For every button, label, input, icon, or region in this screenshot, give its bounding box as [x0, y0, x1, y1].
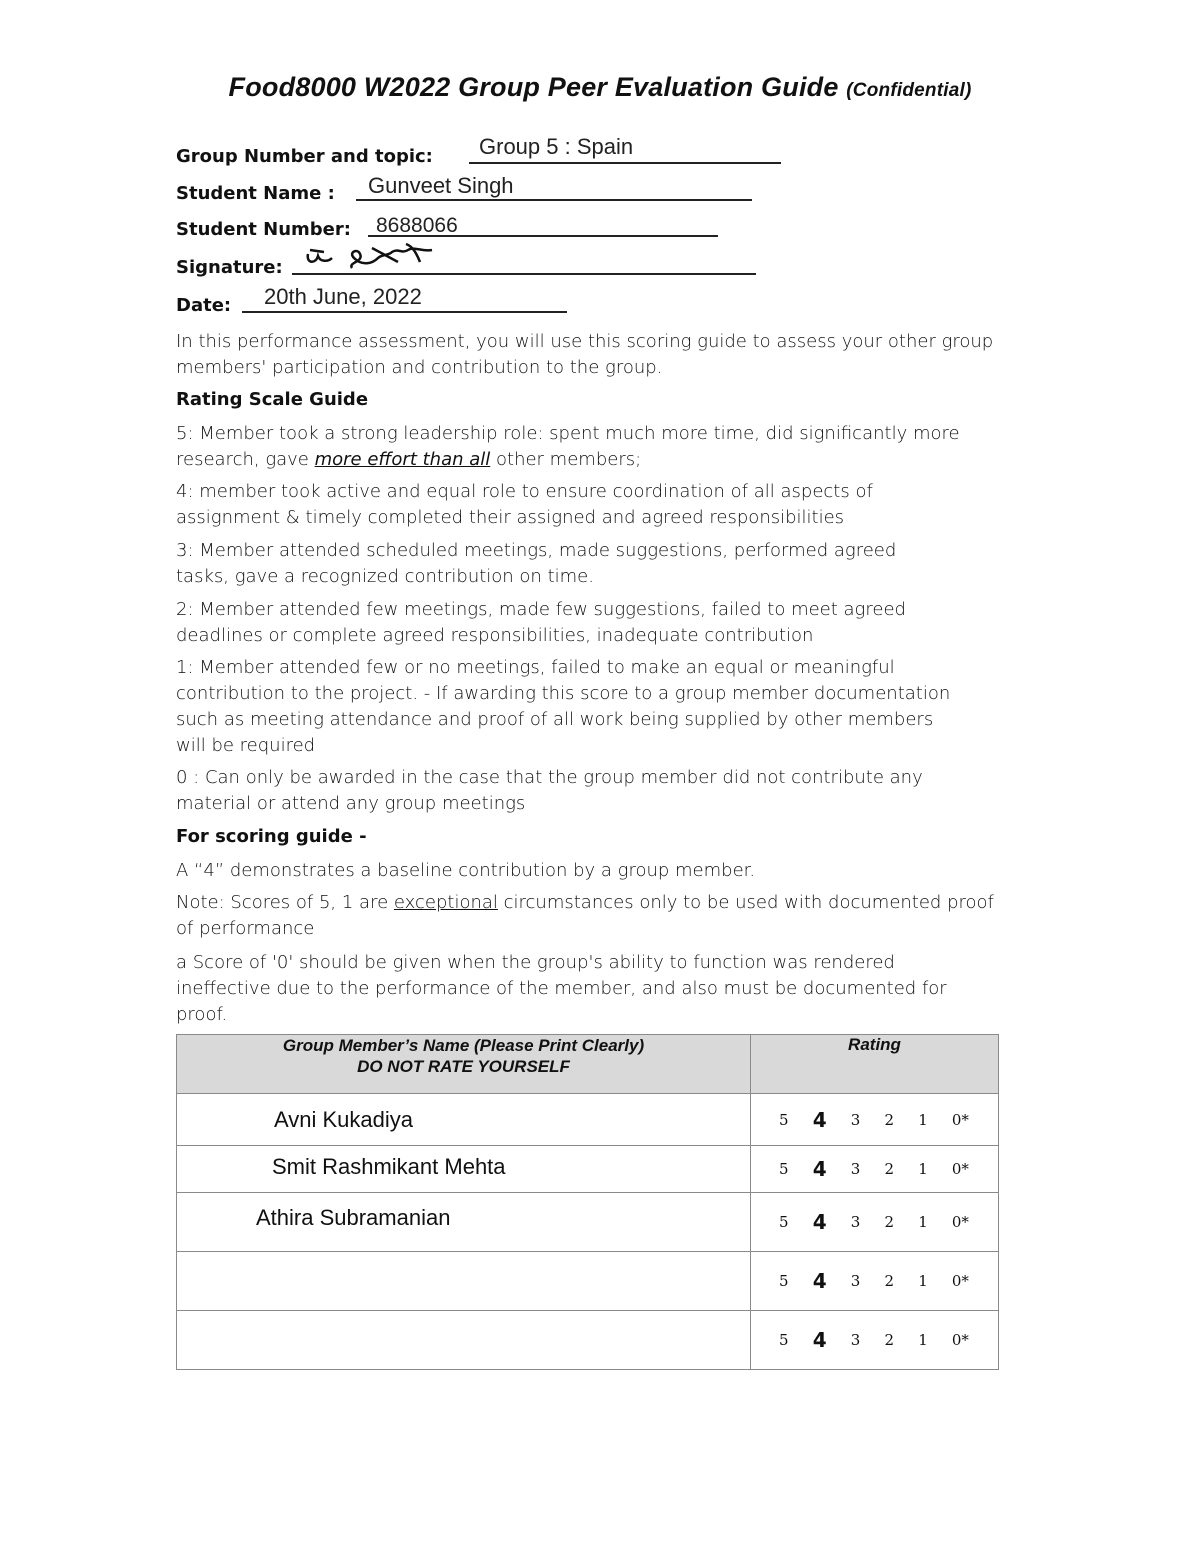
score-option[interactable]: 0* [951, 1272, 969, 1290]
table-row [177, 1094, 999, 1146]
score-option[interactable]: 1 [918, 1160, 928, 1178]
score-option[interactable]: 5 [779, 1331, 789, 1349]
title-main: Food8000 W2022 Group Peer Evaluation Guide [228, 72, 839, 102]
student-name-field[interactable]: Gunveet Singh [368, 173, 514, 198]
score-option-selected[interactable]: 4 [812, 1157, 827, 1181]
score-option-selected[interactable]: 4 [812, 1107, 827, 1132]
student-number-field[interactable]: 8688066 [376, 214, 458, 237]
score-option[interactable]: 2 [884, 1160, 895, 1178]
score-option[interactable]: 5 [779, 1213, 789, 1231]
table-row [177, 1311, 999, 1370]
rating-cell [751, 1094, 999, 1146]
score-option[interactable]: 5 [779, 1110, 789, 1129]
score-option[interactable]: 0* [951, 1331, 969, 1349]
score-option-selected[interactable]: 4 [812, 1328, 827, 1352]
note-text-start: Note: Scores of 5, 1 are [176, 892, 394, 913]
scale-5 [176, 421, 1016, 473]
score-option-selected[interactable]: 4 [812, 1269, 827, 1293]
scale-4: 4: member took active and equal role to ensure coordination of all aspects of assignment & timely completed their assigned and agreed responsibilities [176, 481, 873, 528]
scale-5-text: 5: Member took a strong leadership role: spent much more time, did significantly more research, gave [176, 423, 960, 470]
scale-2: 2: Member attended few meetings, made few suggestions, failed to meet agreed deadlines or complete agreed responsibilities, inadequate contribution [176, 599, 906, 646]
score-option[interactable]: 0* [951, 1213, 969, 1231]
scale-3: 3: Member attended scheduled meetings, made suggestions, performed agreed tasks, gave a recognized contribution on time. [176, 540, 897, 587]
rating-cell [751, 1193, 999, 1252]
member-name-cell[interactable] [177, 1193, 751, 1252]
rating-cell [751, 1146, 999, 1193]
zero-note: a Score of '0' should be given when the group's ability to function was rendered ineffective due to the performance of the member, and also must be documented for proof. [176, 952, 947, 1025]
scale-5-emphasis: more effort than all [314, 449, 491, 470]
date-line [242, 311, 567, 313]
scale-5-end: other members; [490, 449, 642, 470]
rating-column-header: Rating [751, 1035, 999, 1094]
name-column-warning: DO NOT RATE YOURSELF [357, 1057, 570, 1076]
name-line [356, 199, 752, 201]
signature-image [302, 240, 442, 276]
score-option[interactable]: 3 [850, 1213, 861, 1231]
name-column-title: Group Member’s Name (Please Print Clearly) [282, 1036, 645, 1055]
score-option[interactable]: 2 [884, 1213, 895, 1231]
date-field[interactable]: 20th June, 2022 [264, 284, 422, 309]
member-name: Avni Kukadiya [274, 1107, 414, 1132]
intro-text: In this performance assessment, you will use this scoring guide to assess your other group members' participation and contribution to the group. [176, 331, 994, 378]
member-name-cell[interactable] [177, 1146, 751, 1193]
scoring-heading: For scoring guide - [176, 826, 367, 847]
score-option[interactable]: 2 [884, 1110, 895, 1129]
score-option[interactable]: 5 [779, 1272, 789, 1290]
score-option[interactable]: 1 [918, 1110, 928, 1129]
name-label: Student Name : [176, 183, 335, 204]
table-row [177, 1193, 999, 1252]
score-option[interactable]: 1 [918, 1331, 928, 1349]
scale-heading: Rating Scale Guide [176, 389, 369, 410]
score-option[interactable]: 3 [850, 1110, 861, 1129]
group-label: Group Number and topic: [176, 146, 433, 167]
member-name-cell[interactable] [177, 1311, 751, 1370]
name-column-header [177, 1035, 751, 1094]
scale-0: 0 : Can only be awarded in the case that the group member did not contribute any material or attend any group meetings [176, 767, 923, 814]
member-name: Athira Subramanian [256, 1205, 451, 1230]
score-option[interactable]: 2 [884, 1272, 895, 1290]
group-line [469, 162, 781, 164]
score-option[interactable]: 0* [951, 1110, 969, 1129]
member-name-cell[interactable] [177, 1252, 751, 1311]
score-option[interactable]: 3 [850, 1272, 861, 1290]
score-option[interactable]: 3 [850, 1331, 861, 1349]
rating-cell [751, 1252, 999, 1311]
group-field[interactable]: Group 5 : Spain [479, 134, 634, 159]
score-option[interactable]: 0* [951, 1160, 969, 1178]
baseline-text: A “4” demonstrates a baseline contribution by a group member. [176, 860, 756, 881]
signature-label: Signature: [176, 257, 283, 278]
member-name-cell[interactable] [177, 1094, 751, 1146]
score-option-selected[interactable]: 4 [812, 1210, 827, 1234]
table-row [177, 1252, 999, 1311]
score-option[interactable]: 3 [850, 1160, 861, 1178]
table-row [177, 1146, 999, 1193]
number-label: Student Number: [176, 219, 351, 240]
note-text-end: circumstances only to be used with documented proof of performance [176, 892, 994, 939]
date-label: Date: [176, 295, 232, 316]
page-title [0, 72, 1200, 103]
score-option[interactable]: 2 [884, 1331, 895, 1349]
score-option[interactable]: 1 [918, 1213, 928, 1231]
table-header [177, 1035, 999, 1094]
scale-1: 1: Member attended few or no meetings, failed to make an equal or meaningful contribution to the project. - If awarding this score to a group member documentation such as meeting attendance and proof of all work being supplied by other members will be required [176, 657, 951, 756]
note-exceptional: exceptional [393, 892, 498, 913]
rating-cell [751, 1311, 999, 1370]
score-option[interactable]: 1 [918, 1272, 928, 1290]
title-confidential: (Confidential) [846, 80, 972, 101]
member-name: Smit Rashmikant Mehta [272, 1154, 506, 1179]
score-option[interactable]: 5 [779, 1160, 789, 1178]
note-text [176, 890, 1016, 942]
rating-table [176, 1034, 999, 1370]
